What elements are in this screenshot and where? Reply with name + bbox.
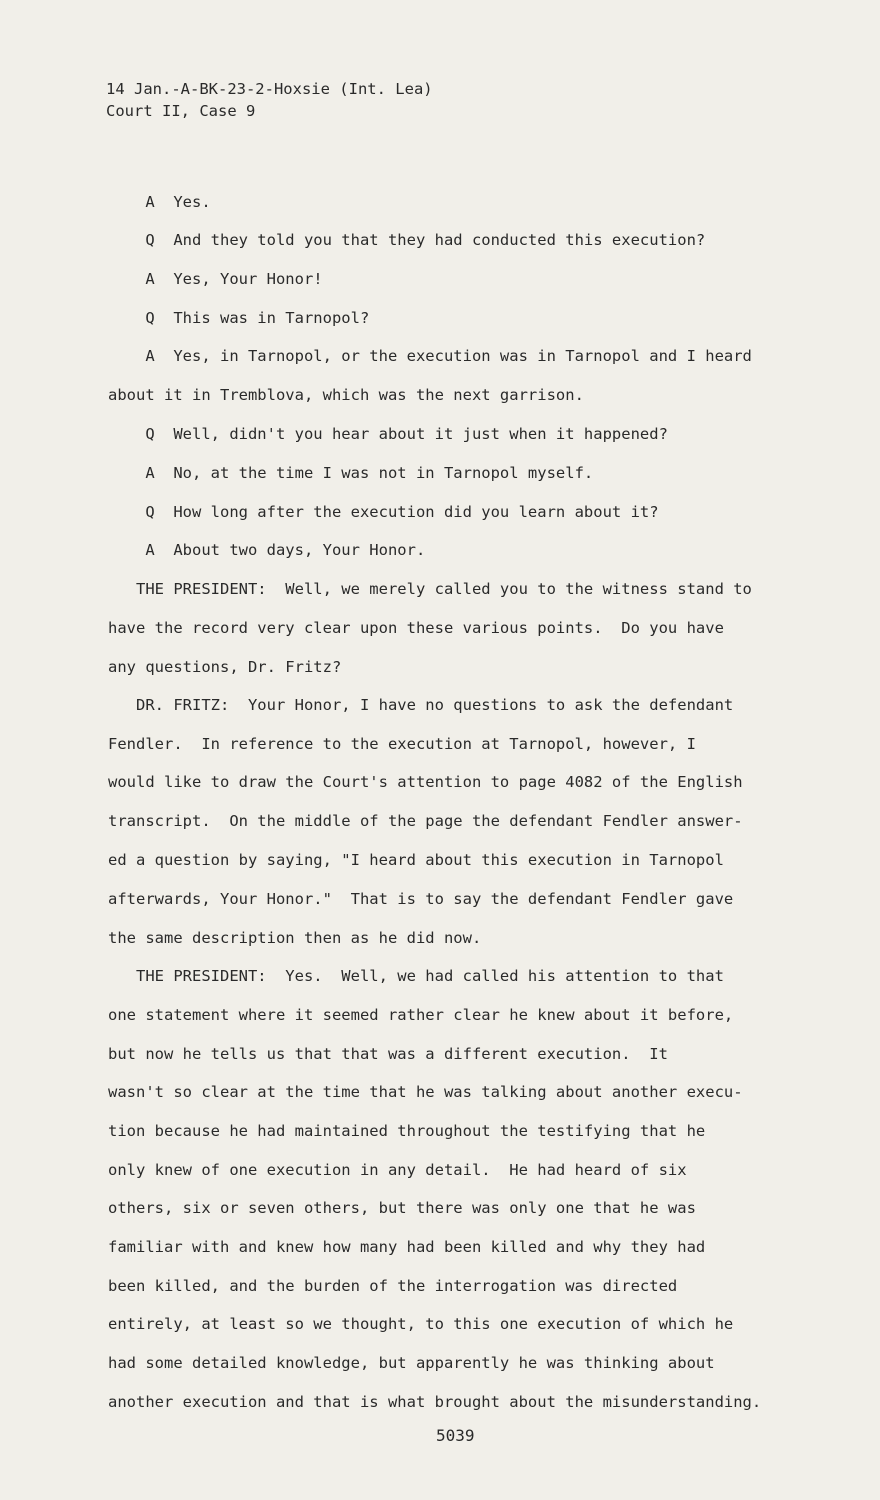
transcript-line: THE PRESIDENT: Yes. Well, we had called his attention to that <box>108 967 724 985</box>
transcript-line: wasn't so clear at the time that he was talking about another execu- <box>108 1083 743 1101</box>
transcript-line: A Yes, Your Honor! <box>108 270 323 288</box>
header-line-court: Court II, Case 9 <box>106 102 256 120</box>
transcript-line: Q This was in Tarnopol? <box>108 309 370 327</box>
transcript-line: THE PRESIDENT: Well, we merely called you to the witness stand to <box>108 580 752 598</box>
transcript-line: familiar with and knew how many had been killed and why they had <box>108 1238 706 1256</box>
transcript-line: entirely, at least so we thought, to this one execution of which he <box>108 1315 734 1333</box>
transcript-line: transcript. On the middle of the page the defendant Fendler answer- <box>108 812 743 830</box>
transcript-line: one statement where it seemed rather clear he knew about it before, <box>108 1006 734 1024</box>
transcript-line: A Yes, in Tarnopol, or the execution was in Tarnopol and I heard <box>108 347 752 365</box>
header-line-id: 14 Jan.-A-BK-23-2-Hoxsie (Int. Lea) <box>106 80 433 98</box>
transcript-line: any questions, Dr. Fritz? <box>108 658 342 676</box>
transcript-line: only knew of one execution in any detail. He had heard of six <box>108 1161 687 1179</box>
page-number: 5039 <box>436 1426 475 1445</box>
transcript-line: Q And they told you that they had conducted this execution? <box>108 231 706 249</box>
transcript-line: others, six or seven others, but there was only one that he was <box>108 1199 696 1217</box>
transcript-line: Q How long after the execution did you learn about it? <box>108 503 659 521</box>
transcript-line: another execution and that is what brought about the misunderstanding. <box>108 1393 762 1411</box>
transcript-line: afterwards, Your Honor." That is to say the defendant Fendler gave <box>108 890 734 908</box>
transcript-line: Fendler. In reference to the execution at Tarnopol, however, I <box>108 735 696 753</box>
transcript-line: A About two days, Your Honor. <box>108 541 426 559</box>
transcript-line: have the record very clear upon these various points. Do you have <box>108 619 724 637</box>
document-header <box>106 78 433 122</box>
transcript-line: DR. FRITZ: Your Honor, I have no questions to ask the defendant <box>108 696 734 714</box>
transcript-line: about it in Tremblova, which was the next garrison. <box>108 386 584 404</box>
transcript-line: ed a question by saying, "I heard about this execution in Tarnopol <box>108 851 724 869</box>
transcript-line: had some detailed knowledge, but apparently he was thinking about <box>108 1354 715 1372</box>
transcript-line: A Yes. <box>108 193 211 211</box>
transcript-line: been killed, and the burden of the interrogation was directed <box>108 1277 678 1295</box>
transcript-line: A No, at the time I was not in Tarnopol myself. <box>108 464 594 482</box>
transcript-line: the same description then as he did now. <box>108 929 482 947</box>
transcript-line: but now he tells us that that was a different execution. It <box>108 1045 668 1063</box>
transcript-line: Q Well, didn't you hear about it just when it happened? <box>108 425 668 443</box>
transcript-line: tion because he had maintained throughout the testifying that he <box>108 1122 706 1140</box>
transcript-line: would like to draw the Court's attention to page 4082 of the English <box>108 773 743 791</box>
